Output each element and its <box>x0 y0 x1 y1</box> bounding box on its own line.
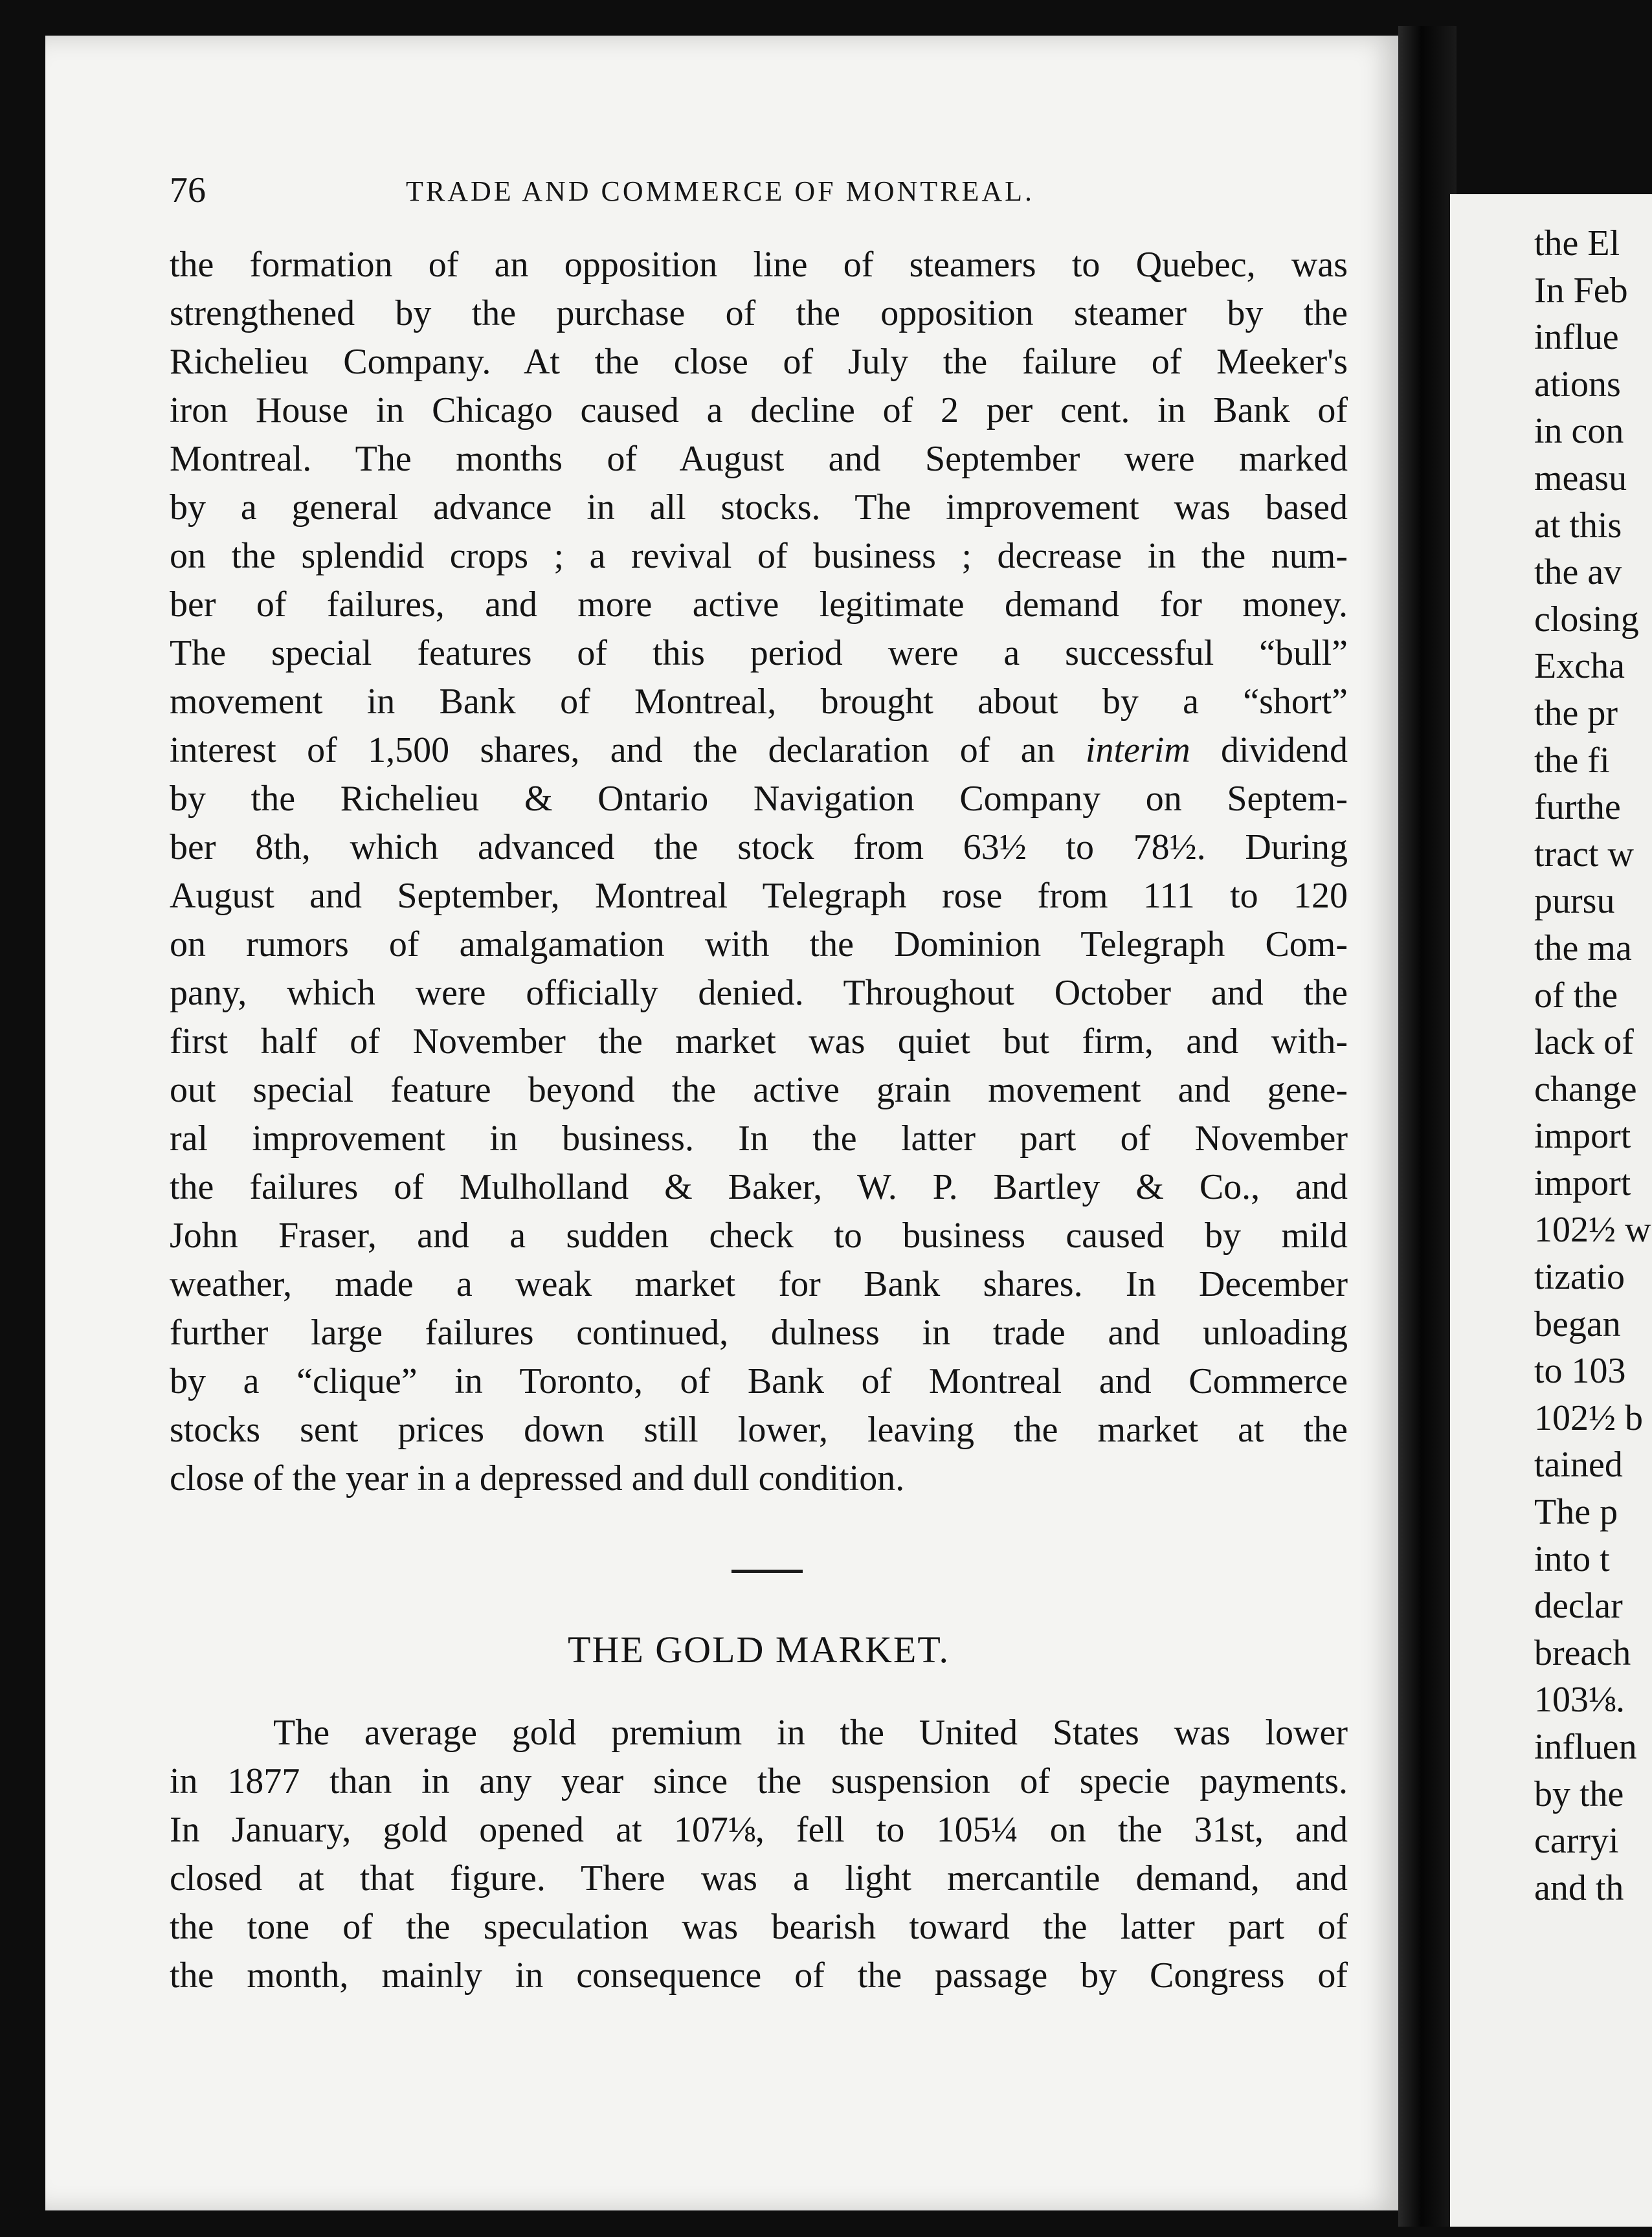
paragraph-gold-market <box>170 1709 1348 2000</box>
text-line: The average gold premium in the United States was lower <box>273 1713 1348 1753</box>
page-header <box>170 170 1179 215</box>
facing-line: the El <box>1534 223 1620 263</box>
text-line: pany, which were officially denied. Throughout October and the <box>170 973 1348 1013</box>
facing-line: Excha <box>1534 646 1625 687</box>
page-number: 76 <box>170 170 206 210</box>
paragraph-opposition-line <box>170 241 1348 1503</box>
facing-line: lack of <box>1534 1022 1634 1063</box>
facing-line: In Feb <box>1534 270 1628 311</box>
section-title: THE GOLD MARKET. <box>568 1629 950 1671</box>
facing-line: influe <box>1534 317 1619 358</box>
text-line: the tone of the speculation was bearish toward the latter part of <box>170 1907 1348 1947</box>
text-line: by a general advance in all stocks. The improvement was based <box>170 487 1348 528</box>
facing-line: and th <box>1534 1867 1624 1908</box>
text-line: interest of 1,500 shares, and the declaration of an interim dividend <box>170 730 1348 770</box>
facing-line: change <box>1534 1069 1637 1109</box>
facing-line: tract w <box>1534 834 1634 874</box>
text-line: ber of failures, and more active legitimate demand for money. <box>170 584 1348 625</box>
facing-line: carryi <box>1534 1821 1619 1862</box>
right-page <box>1450 194 1652 2227</box>
text-line: strengthened by the purchase of the opposition steamer by the <box>170 293 1348 333</box>
facing-line: import <box>1534 1116 1631 1157</box>
text-line: close of the year in a depressed and dull condition. <box>170 1458 905 1498</box>
text-line: In January, gold opened at 107⅛, fell to 105¼ on the 31st, and <box>170 1810 1348 1850</box>
facing-page-text <box>1534 220 1651 1911</box>
facing-line: to 103 <box>1534 1351 1626 1392</box>
text-line: out special feature beyond the active grain movement and gene- <box>170 1070 1348 1110</box>
facing-line: 103⅛. <box>1534 1680 1625 1720</box>
facing-line: measu <box>1534 458 1627 498</box>
facing-line: 102½ b <box>1534 1397 1643 1438</box>
facing-line: of the <box>1534 975 1618 1016</box>
facing-line: began <box>1534 1304 1621 1344</box>
facing-line: the fi <box>1534 740 1610 781</box>
book-gutter <box>1398 26 1457 2227</box>
facing-line: import <box>1534 1163 1631 1203</box>
text-line: August and September, Montreal Telegraph rose from 111 to 120 <box>170 876 1348 916</box>
text-line: closed at that figure. There was a light mercantile demand, and <box>170 1858 1348 1898</box>
text-line: ber 8th, which advanced the stock from 63½ to 78½. During <box>170 827 1348 867</box>
text-line: movement in Bank of Montreal, brought about by a “short” <box>170 682 1348 722</box>
text-line: first half of November the market was quiet but firm, and with- <box>170 1021 1348 1062</box>
facing-line: in con <box>1534 411 1624 452</box>
facing-line: at this <box>1534 505 1622 546</box>
facing-line: declar <box>1534 1586 1623 1627</box>
text-line: weather, made a weak market for Bank shares. In December <box>170 1264 1348 1304</box>
text-line: on the splendid crops ; a revival of business ; decrease in the num- <box>170 536 1348 576</box>
facing-line: the ma <box>1534 928 1632 968</box>
text-line: by a “clique” in Toronto, of Bank of Montreal and Commerce <box>170 1361 1348 1401</box>
text-line: further large failures continued, dulness in trade and unloading <box>170 1313 1348 1353</box>
text-line: iron House in Chicago caused a decline of 2 per cent. in Bank of <box>170 390 1348 430</box>
section-divider <box>731 1570 803 1573</box>
running-head: TRADE AND COMMERCE OF MONTREAL. <box>406 175 1035 207</box>
text-line: by the Richelieu & Ontario Navigation Company on Septem- <box>170 779 1348 819</box>
facing-line: pursu <box>1534 881 1615 922</box>
facing-line: tained <box>1534 1445 1623 1486</box>
italic-word: interim <box>1085 730 1190 770</box>
facing-line: furthe <box>1534 787 1621 828</box>
facing-line: influen <box>1534 1727 1637 1767</box>
text-line: John Fraser, and a sudden check to business caused by mild <box>170 1216 1348 1256</box>
text-line: the formation of an opposition line of steamers to Quebec, was <box>170 245 1348 285</box>
text-line: ral improvement in business. In the latter part of November <box>170 1118 1348 1159</box>
facing-line: into t <box>1534 1539 1610 1579</box>
text-line: on rumors of amalgamation with the Dominion Telegraph Com- <box>170 924 1348 964</box>
facing-line: by the <box>1534 1774 1624 1814</box>
facing-line: ations <box>1534 364 1621 405</box>
text-line: the failures of Mulholland & Baker, W. P. Bartley & Co., and <box>170 1167 1348 1207</box>
text-line: stocks sent prices down still lower, leaving the market at the <box>170 1410 1348 1450</box>
facing-line: The p <box>1534 1492 1618 1533</box>
text-line: the month, mainly in consequence of the passage by Congress of <box>170 1955 1348 1996</box>
facing-line: tizatio <box>1534 1257 1625 1298</box>
facing-line: the pr <box>1534 693 1618 733</box>
facing-line: closing <box>1534 599 1639 640</box>
facing-line: 102½ w <box>1534 1210 1651 1251</box>
facing-line: the av <box>1534 552 1622 593</box>
text-line: Richelieu Company. At the close of July the failure of Meeker's <box>170 342 1348 382</box>
text-line: The special features of this period were a successful “bull” <box>170 633 1348 673</box>
text-line: in 1877 than in any year since the suspension of specie payments. <box>170 1761 1348 1801</box>
text-line: Montreal. The months of August and September were marked <box>170 439 1348 479</box>
facing-line: breach <box>1534 1632 1631 1673</box>
